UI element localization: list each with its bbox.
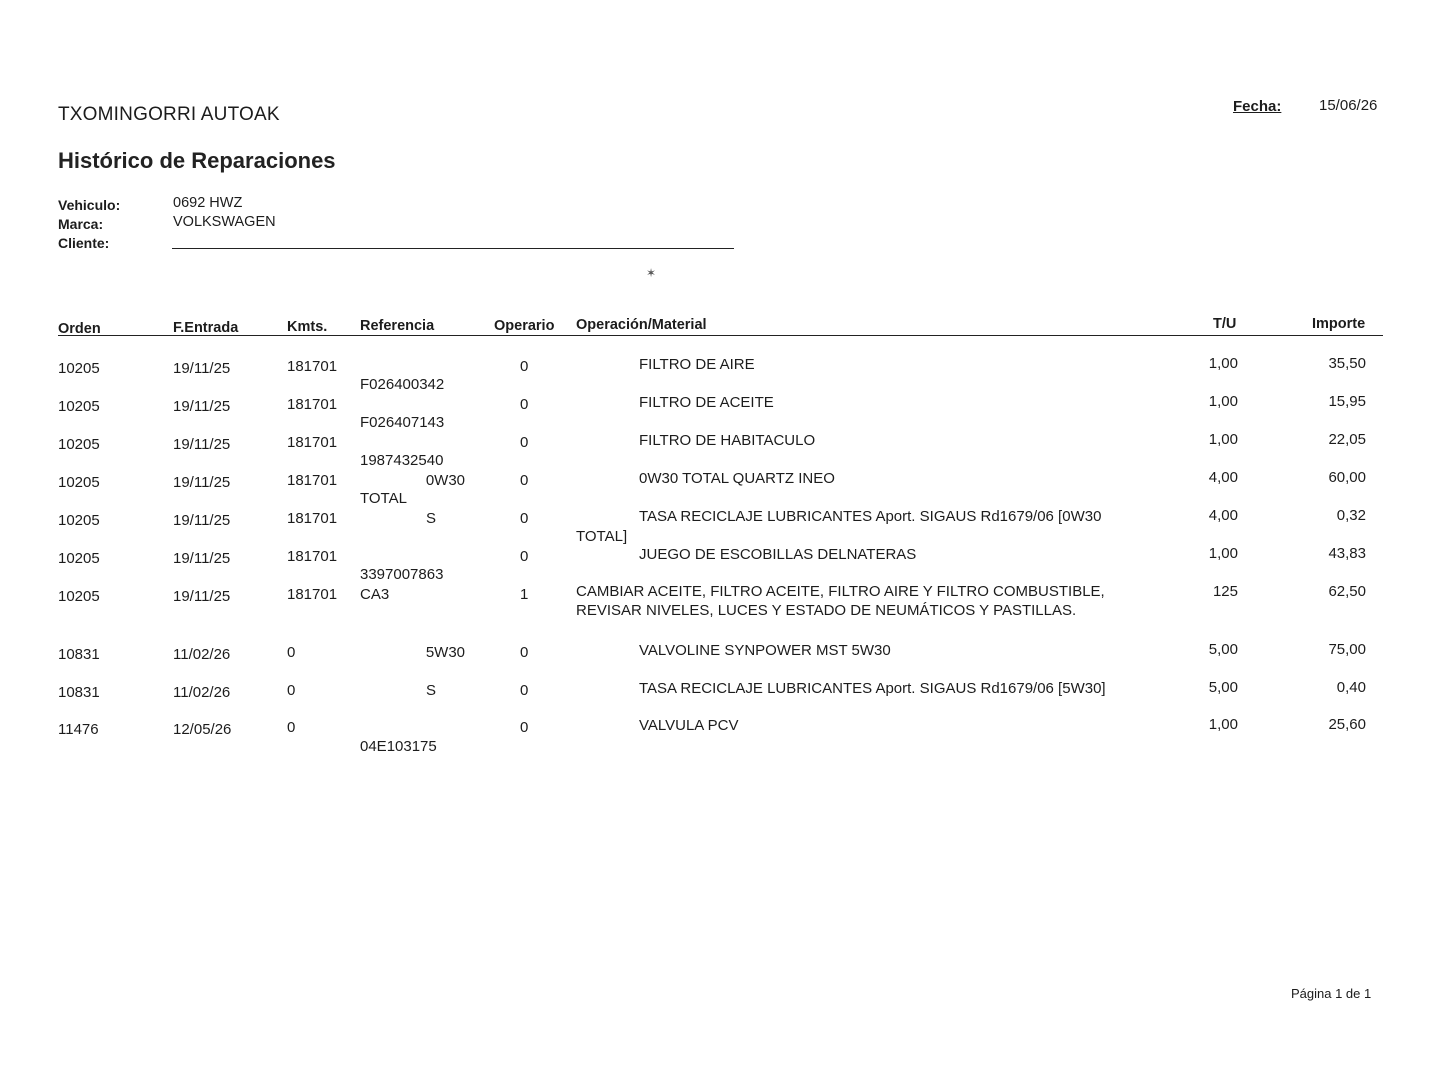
cell-fecha: 19/11/25: [173, 436, 231, 453]
cell-referencia: S: [425, 682, 436, 699]
cell-tu: 5,00: [1208, 679, 1238, 696]
cell-tu: 5,00: [1208, 641, 1238, 658]
cell-tu: 125: [1212, 583, 1238, 600]
cell-fecha: 19/11/25: [173, 474, 231, 491]
cell-kms: 181701: [287, 472, 338, 489]
cell-kms: 181701: [287, 548, 338, 565]
header-importe: Importe: [1312, 316, 1366, 332]
table-row: [0, 542, 1440, 582]
cell-tu: 1,00: [1208, 431, 1238, 448]
cell-kms: 181701: [287, 510, 338, 527]
cell-operario: 0: [520, 510, 529, 527]
cell-operario: 0: [520, 644, 529, 661]
cell-referencia: F026400342: [360, 376, 445, 393]
cell-operario: 1: [520, 586, 529, 603]
cell-importe: 15,95: [1328, 393, 1366, 410]
cell-operario: 0: [520, 719, 529, 736]
cell-importe: 25,60: [1328, 716, 1366, 733]
cell-fecha: 11/02/26: [173, 684, 231, 701]
cell-importe: 35,50: [1328, 355, 1366, 372]
cell-operacion-line2: REVISAR NIVELES, LUCES Y ESTADO DE NEUMÁTICOS Y PASTILLAS.: [576, 602, 1077, 619]
cell-operacion: VALVULA PCV: [639, 717, 739, 734]
client-label: Cliente:: [58, 235, 110, 251]
table-row: [0, 504, 1440, 544]
cell-kms: 181701: [287, 586, 338, 603]
date-label: Fecha:: [1233, 98, 1282, 115]
cell-referencia: F026407143: [360, 414, 445, 431]
cell-fecha: 19/11/25: [173, 360, 231, 377]
cell-operacion: 0W30 TOTAL QUARTZ INEO: [639, 470, 835, 487]
table-row: [0, 580, 1440, 620]
cell-fecha: 19/11/25: [173, 398, 231, 415]
company-name: TXOMINGORRI AUTOAK: [58, 104, 280, 125]
cell-operario: 0: [520, 548, 529, 565]
cell-operacion: TASA RECICLAJE LUBRICANTES Aport. SIGAUS Rd1679/06 [5W30]: [639, 680, 1106, 697]
cursor-mark-icon: ✶: [646, 266, 657, 280]
cell-importe: 0,32: [1336, 507, 1366, 524]
cell-operacion: TASA RECICLAJE LUBRICANTES Aport. SIGAUS Rd1679/06 [0W30: [639, 508, 1102, 525]
cell-orden: 10205: [58, 512, 100, 529]
cell-kms: 181701: [287, 434, 338, 451]
header-operario: Operario: [494, 318, 555, 334]
cell-orden: 10831: [58, 684, 100, 701]
cell-fecha: 19/11/25: [173, 588, 231, 605]
cell-operario: 0: [520, 472, 529, 489]
cell-referencia-line2: TOTAL: [360, 490, 407, 507]
cell-operario: 0: [520, 434, 529, 451]
cell-tu: 1,00: [1208, 393, 1238, 410]
cell-importe: 62,50: [1328, 583, 1366, 600]
cell-kms: 181701: [287, 358, 338, 375]
cell-tu: 1,00: [1208, 545, 1238, 562]
cell-tu: 1,00: [1208, 716, 1238, 733]
cell-operario: 0: [520, 396, 529, 413]
header-referencia: Referencia: [360, 318, 435, 334]
cell-operario: 0: [520, 358, 529, 375]
table-row: [0, 466, 1440, 506]
cell-referencia: 0W30: [425, 472, 465, 489]
cell-referencia: S: [425, 510, 436, 527]
vehicle-value: 0692 HWZ: [173, 195, 243, 211]
cell-fecha: 19/11/25: [173, 550, 231, 567]
header-operacion: Operación/Material: [576, 317, 707, 333]
cell-orden: 10205: [58, 436, 100, 453]
cell-operacion: FILTRO DE HABITACULO: [639, 432, 816, 449]
cell-operacion: FILTRO DE ACEITE: [639, 394, 774, 411]
cell-tu: 4,00: [1208, 507, 1238, 524]
brand-value: VOLKSWAGEN: [173, 214, 276, 230]
cell-referencia: 3397007863: [360, 566, 444, 583]
cell-operacion: CAMBIAR ACEITE, FILTRO ACEITE, FILTRO AIRE Y FILTRO COMBUSTIBLE,: [576, 583, 1105, 600]
date-value: 15/06/26: [1319, 97, 1378, 114]
cell-operacion-line2: TOTAL]: [576, 528, 628, 545]
cell-importe: 22,05: [1328, 431, 1366, 448]
cell-orden: 10205: [58, 588, 100, 605]
cell-importe: 60,00: [1328, 469, 1366, 486]
cell-referencia: 04E103175: [360, 738, 437, 755]
cell-importe: 43,83: [1328, 545, 1366, 562]
cell-orden: 11476: [58, 721, 99, 738]
header-orden: Orden: [58, 321, 101, 337]
cell-operacion: JUEGO DE ESCOBILLAS DELNATERAS: [639, 546, 917, 563]
cell-referencia: 1987432540: [360, 452, 444, 469]
table-row: [0, 352, 1440, 392]
cell-referencia: CA3: [360, 586, 390, 603]
cell-orden: 10205: [58, 474, 100, 491]
cell-orden: 10205: [58, 550, 100, 567]
cell-tu: 1,00: [1208, 355, 1238, 372]
vehicle-label: Vehiculo:: [58, 197, 121, 213]
cell-tu: 4,00: [1208, 469, 1238, 486]
cell-operario: 0: [520, 682, 529, 699]
table-row: [0, 390, 1440, 430]
table-row: [0, 428, 1440, 468]
cell-kms: 181701: [287, 396, 338, 413]
cell-fecha: 11/02/26: [173, 646, 231, 663]
cell-operacion: VALVOLINE SYNPOWER MST 5W30: [639, 642, 891, 659]
cell-kms: 0: [287, 682, 296, 699]
cell-orden: 10205: [58, 360, 100, 377]
cell-importe: 0,40: [1336, 679, 1366, 696]
cell-kms: 0: [287, 644, 296, 661]
cell-fecha: 12/05/26: [173, 721, 232, 738]
cell-orden: 10205: [58, 398, 100, 415]
cell-referencia: 5W30: [425, 644, 465, 661]
brand-label: Marca:: [58, 216, 104, 232]
cell-importe: 75,00: [1328, 641, 1366, 658]
table-row: [0, 638, 1440, 678]
table-row: [0, 713, 1440, 753]
cell-fecha: 19/11/25: [173, 512, 231, 529]
table-row: [0, 676, 1440, 716]
header-tu: T/U: [1213, 316, 1237, 332]
header-fecha: F.Entrada: [173, 320, 239, 336]
header-kms: Kmts.: [287, 319, 328, 335]
cell-orden: 10831: [58, 646, 100, 663]
cell-operacion: FILTRO DE AIRE: [639, 356, 755, 373]
document-title: Histórico de Reparaciones: [58, 148, 336, 173]
cell-kms: 0: [287, 719, 296, 736]
page-number: Página 1 de 1: [1291, 986, 1372, 1001]
